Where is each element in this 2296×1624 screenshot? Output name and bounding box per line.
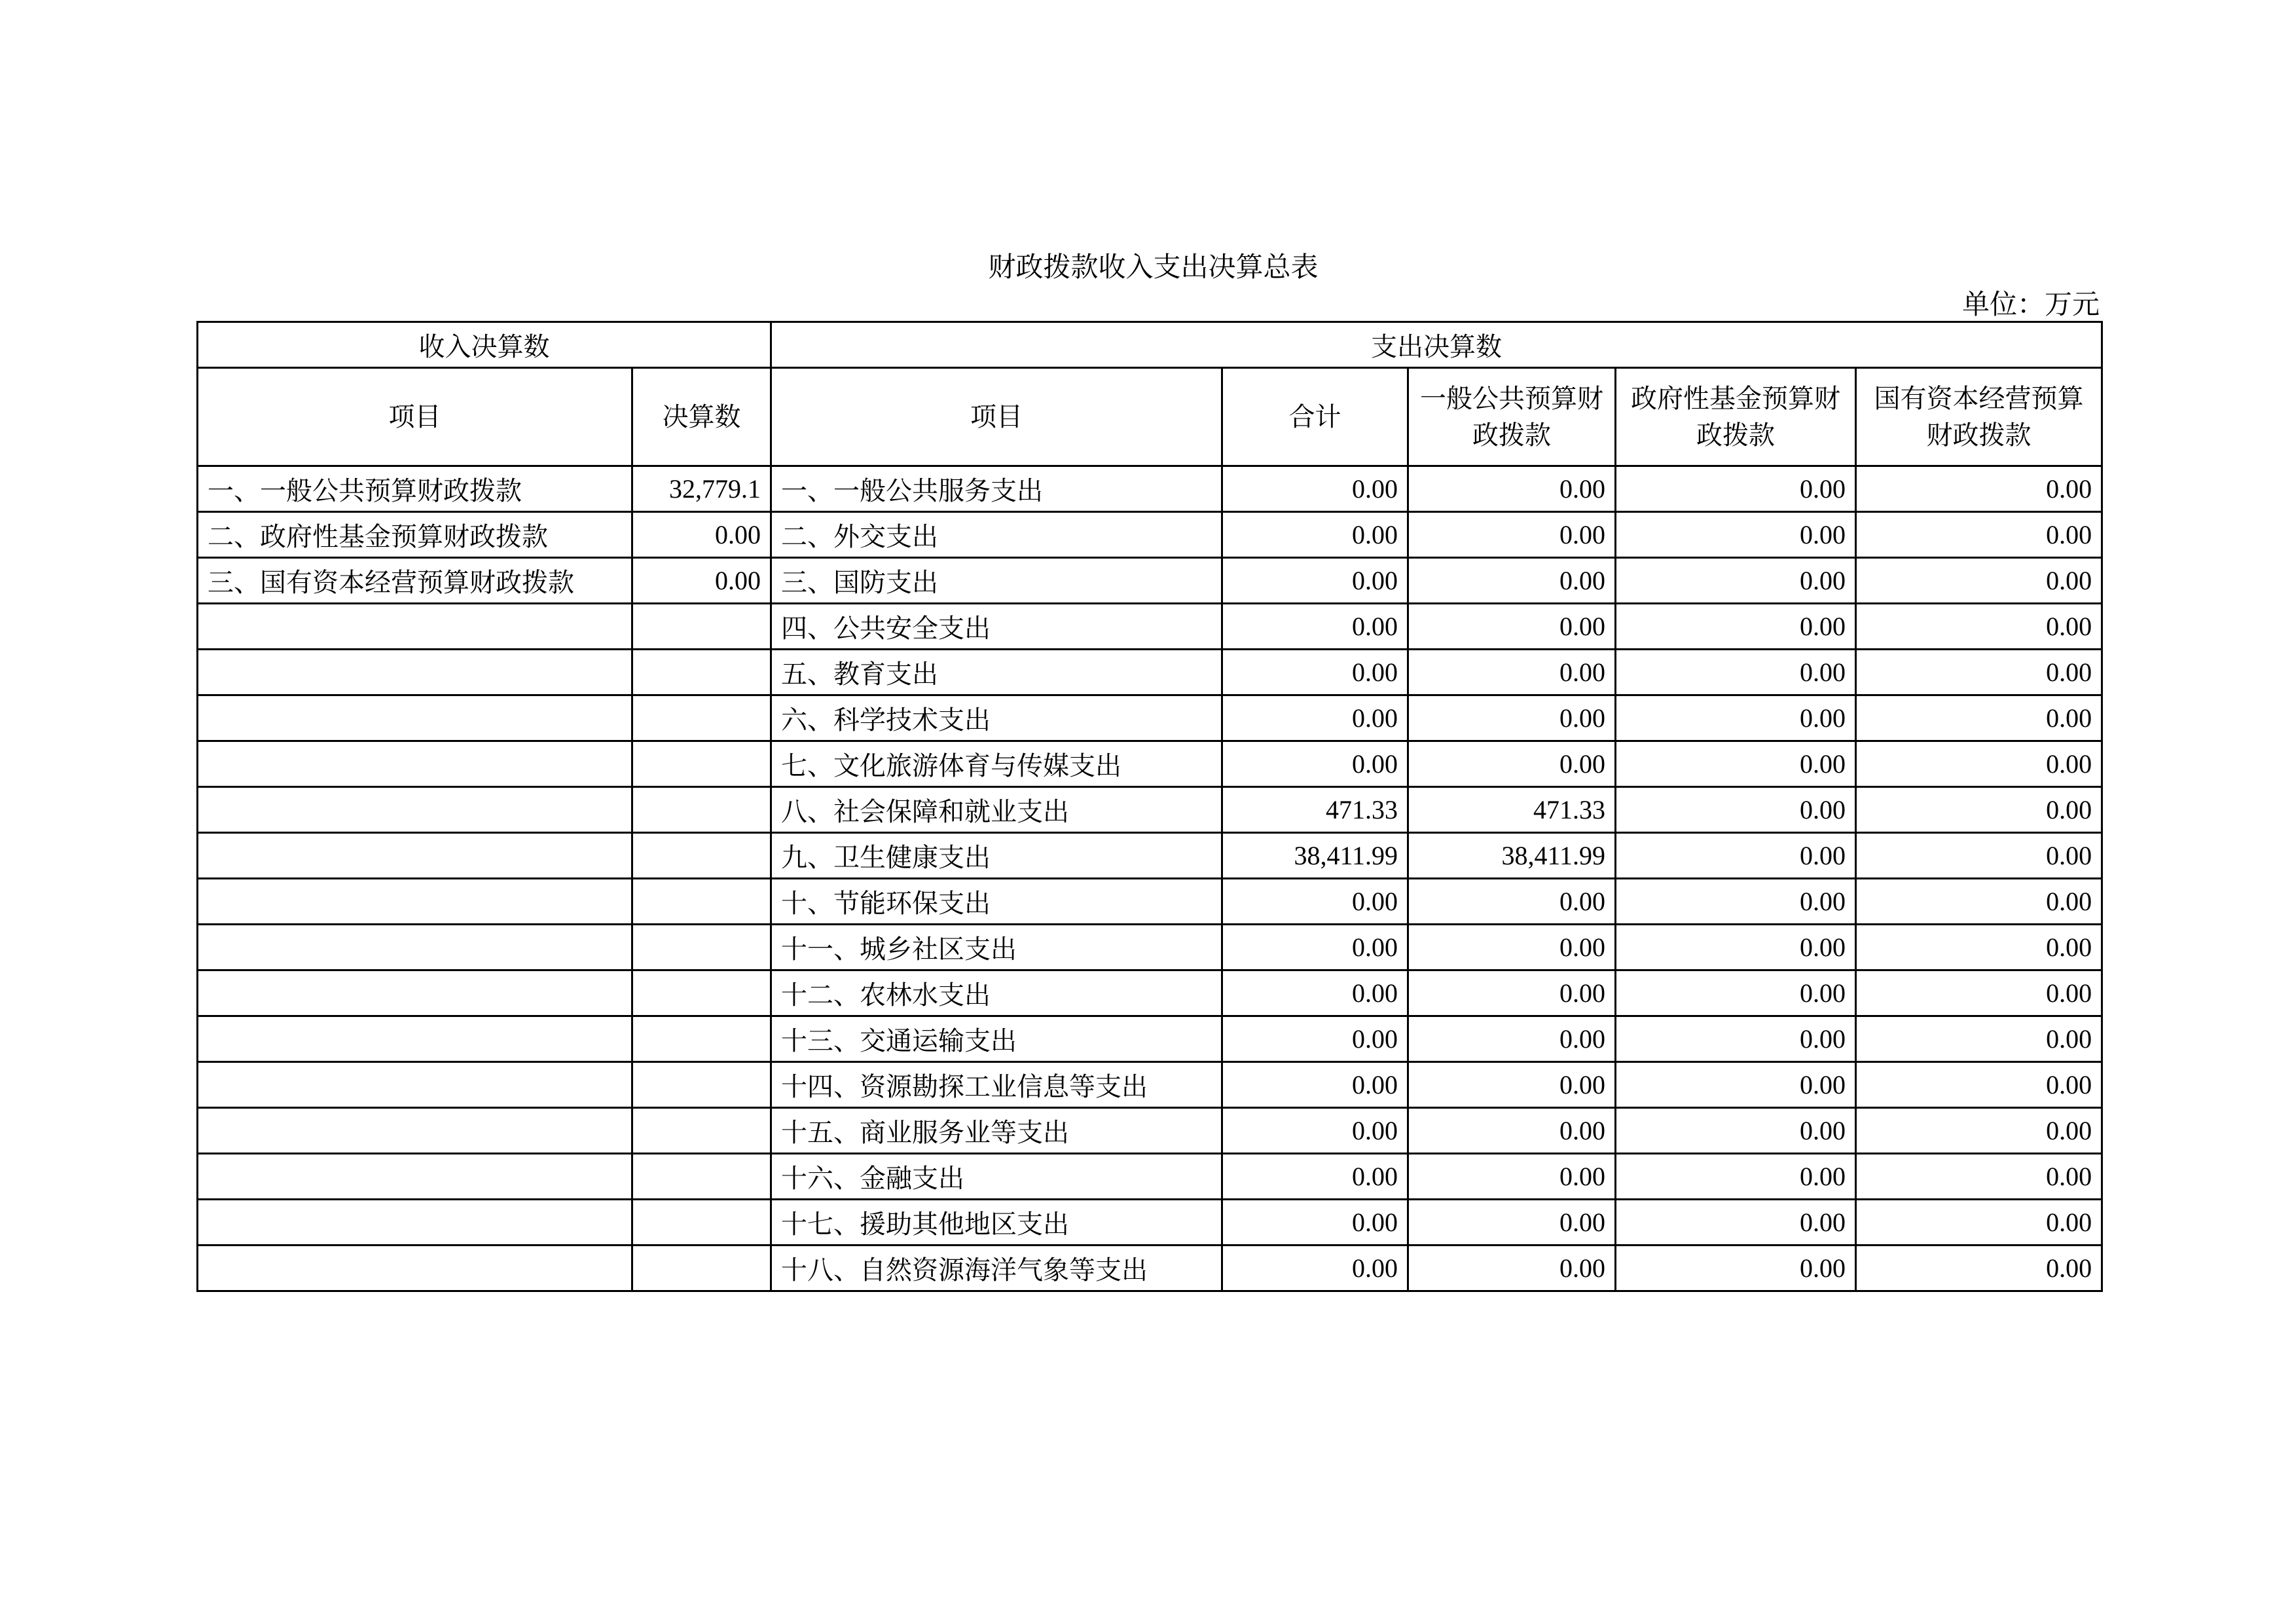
expense-item-cell: 十一、城乡社区支出 [771, 925, 1222, 970]
gov-fund-cell: 0.00 [1616, 1200, 1856, 1246]
expense-item-cell: 五、教育支出 [771, 650, 1222, 695]
income-amount-cell [632, 879, 771, 925]
expense-group-header: 支出决算数 [771, 322, 2102, 368]
table-row [198, 1246, 2102, 1291]
state-capital-cell: 0.00 [1856, 558, 2102, 604]
income-amount-cell [632, 604, 771, 650]
gov-fund-header: 政府性基金预算财政拨款 [1616, 368, 1856, 466]
state-capital-cell: 0.00 [1856, 1200, 2102, 1246]
income-amount-cell: 0.00 [632, 512, 771, 558]
income-item-cell [198, 604, 632, 650]
table-row [198, 1154, 2102, 1200]
table-row [198, 650, 2102, 695]
total-cell: 0.00 [1222, 879, 1408, 925]
state-capital-cell: 0.00 [1856, 512, 2102, 558]
group-header-row [198, 322, 2102, 368]
general-budget-cell: 0.00 [1408, 1108, 1616, 1154]
income-amount-cell [632, 787, 771, 833]
table-row [198, 558, 2102, 604]
general-budget-cell: 0.00 [1408, 1246, 1616, 1291]
gov-fund-cell: 0.00 [1616, 466, 1856, 512]
state-capital-cell: 0.00 [1856, 741, 2102, 787]
income-item-cell [198, 741, 632, 787]
expense-item-cell: 十八、自然资源海洋气象等支出 [771, 1246, 1222, 1291]
table-row [198, 466, 2102, 512]
total-cell: 0.00 [1222, 1154, 1408, 1200]
unit-label: 单位：万元 [1961, 290, 2100, 320]
general-budget-cell: 0.00 [1408, 1200, 1616, 1246]
table-row [198, 604, 2102, 650]
total-cell: 0.00 [1222, 650, 1408, 695]
table-row [198, 512, 2102, 558]
state-capital-cell: 0.00 [1856, 879, 2102, 925]
total-header: 合计 [1222, 368, 1408, 466]
state-capital-cell: 0.00 [1856, 1154, 2102, 1200]
expense-item-cell: 十四、资源勘探工业信息等支出 [771, 1062, 1222, 1108]
total-cell: 0.00 [1222, 1016, 1408, 1062]
gov-fund-cell: 0.00 [1616, 558, 1856, 604]
general-budget-cell: 0.00 [1408, 970, 1616, 1016]
gov-fund-cell: 0.00 [1616, 925, 1856, 970]
income-amount-cell: 32,779.1 [632, 466, 771, 512]
income-amount-cell [632, 1016, 771, 1062]
total-cell: 0.00 [1222, 512, 1408, 558]
table-row [198, 970, 2102, 1016]
expense-item-cell: 十三、交通运输支出 [771, 1016, 1222, 1062]
income-amount-cell [632, 1062, 771, 1108]
income-group-header: 收入决算数 [198, 322, 771, 368]
income-item-cell [198, 1246, 632, 1291]
state-capital-cell: 0.00 [1856, 787, 2102, 833]
general-budget-cell: 0.00 [1408, 466, 1616, 512]
total-cell: 471.33 [1222, 787, 1408, 833]
table-row [198, 787, 2102, 833]
income-item-cell [198, 650, 632, 695]
general-budget-cell: 471.33 [1408, 787, 1616, 833]
table-row [198, 925, 2102, 970]
income-amount-cell: 0.00 [632, 558, 771, 604]
income-amount-cell [632, 925, 771, 970]
total-cell: 0.00 [1222, 1246, 1408, 1291]
gov-fund-cell: 0.00 [1616, 741, 1856, 787]
expense-item-cell: 十、节能环保支出 [771, 879, 1222, 925]
income-item-header: 项目 [198, 368, 632, 466]
gov-fund-cell: 0.00 [1616, 1108, 1856, 1154]
general-budget-cell: 0.00 [1408, 1016, 1616, 1062]
expense-item-cell: 十二、农林水支出 [771, 970, 1222, 1016]
table-row [198, 741, 2102, 787]
income-item-cell [198, 1108, 632, 1154]
gov-fund-cell: 0.00 [1616, 787, 1856, 833]
total-cell: 0.00 [1222, 604, 1408, 650]
gov-fund-cell: 0.00 [1616, 970, 1856, 1016]
expense-item-cell: 一、一般公共服务支出 [771, 466, 1222, 512]
expense-item-cell: 二、外交支出 [771, 512, 1222, 558]
general-budget-cell: 0.00 [1408, 925, 1616, 970]
income-item-cell [198, 1154, 632, 1200]
income-item-cell [198, 925, 632, 970]
state-capital-cell: 0.00 [1856, 695, 2102, 741]
income-item-cell [198, 787, 632, 833]
income-item-cell: 二、政府性基金预算财政拨款 [198, 512, 632, 558]
expense-item-cell: 十七、援助其他地区支出 [771, 1200, 1222, 1246]
general-budget-cell: 0.00 [1408, 604, 1616, 650]
state-capital-cell: 0.00 [1856, 650, 2102, 695]
title-text: 财政拨款收入支出决算总表 [988, 253, 1319, 283]
income-amount-cell [632, 650, 771, 695]
gov-fund-cell: 0.00 [1616, 833, 1856, 879]
table-row [198, 1016, 2102, 1062]
table-row [198, 1200, 2102, 1246]
general-budget-header: 一般公共预算财政拨款 [1408, 368, 1616, 466]
income-item-cell [198, 879, 632, 925]
general-budget-cell: 0.00 [1408, 695, 1616, 741]
general-budget-cell: 0.00 [1408, 1154, 1616, 1200]
table-row [198, 879, 2102, 925]
general-budget-cell: 38,411.99 [1408, 833, 1616, 879]
income-item-cell [198, 970, 632, 1016]
income-item-cell [198, 695, 632, 741]
expense-item-cell: 六、科学技术支出 [771, 695, 1222, 741]
total-cell: 0.00 [1222, 558, 1408, 604]
general-budget-cell: 0.00 [1408, 650, 1616, 695]
income-amount-cell [632, 1246, 771, 1291]
gov-fund-cell: 0.00 [1616, 512, 1856, 558]
table-row [198, 1062, 2102, 1108]
total-cell: 0.00 [1222, 970, 1408, 1016]
column-header-row [198, 368, 2102, 466]
state-capital-cell: 0.00 [1856, 925, 2102, 970]
expense-item-cell: 十六、金融支出 [771, 1154, 1222, 1200]
income-item-cell [198, 1200, 632, 1246]
total-cell: 0.00 [1222, 1200, 1408, 1246]
expense-item-cell: 十五、商业服务业等支出 [771, 1108, 1222, 1154]
general-budget-cell: 0.00 [1408, 879, 1616, 925]
table-row [198, 1108, 2102, 1154]
gov-fund-cell: 0.00 [1616, 1154, 1856, 1200]
total-cell: 0.00 [1222, 1062, 1408, 1108]
total-cell: 0.00 [1222, 695, 1408, 741]
income-amount-cell [632, 741, 771, 787]
income-item-cell: 一、一般公共预算财政拨款 [198, 466, 632, 512]
income-item-cell [198, 1062, 632, 1108]
gov-fund-cell: 0.00 [1616, 1246, 1856, 1291]
state-capital-cell: 0.00 [1856, 1246, 2102, 1291]
expense-item-cell: 七、文化旅游体育与传媒支出 [771, 741, 1222, 787]
total-cell: 0.00 [1222, 741, 1408, 787]
state-capital-header: 国有资本经营预算财政拨款 [1856, 368, 2102, 466]
income-amount-cell [632, 1108, 771, 1154]
income-amount-cell [632, 1154, 771, 1200]
income-amount-header: 决算数 [632, 368, 771, 466]
state-capital-cell: 0.00 [1856, 833, 2102, 879]
expense-item-cell: 八、社会保障和就业支出 [771, 787, 1222, 833]
state-capital-cell: 0.00 [1856, 970, 2102, 1016]
gov-fund-cell: 0.00 [1616, 1016, 1856, 1062]
expense-item-cell: 三、国防支出 [771, 558, 1222, 604]
state-capital-cell: 0.00 [1856, 1108, 2102, 1154]
budget-table [196, 321, 2103, 1292]
income-amount-cell [632, 695, 771, 741]
gov-fund-cell: 0.00 [1616, 879, 1856, 925]
income-item-cell [198, 1016, 632, 1062]
total-cell: 38,411.99 [1222, 833, 1408, 879]
expense-item-cell: 九、卫生健康支出 [771, 833, 1222, 879]
table-row [198, 833, 2102, 879]
general-budget-cell: 0.00 [1408, 558, 1616, 604]
general-budget-cell: 0.00 [1408, 512, 1616, 558]
income-item-cell: 三、国有资本经营预算财政拨款 [198, 558, 632, 604]
expense-item-cell: 四、公共安全支出 [771, 604, 1222, 650]
total-cell: 0.00 [1222, 1108, 1408, 1154]
gov-fund-cell: 0.00 [1616, 604, 1856, 650]
general-budget-cell: 0.00 [1408, 1062, 1616, 1108]
gov-fund-cell: 0.00 [1616, 1062, 1856, 1108]
income-item-cell [198, 833, 632, 879]
state-capital-cell: 0.00 [1856, 1062, 2102, 1108]
page-title [0, 246, 2296, 285]
state-capital-cell: 0.00 [1856, 466, 2102, 512]
state-capital-cell: 0.00 [1856, 1016, 2102, 1062]
table-row [198, 695, 2102, 741]
income-amount-cell [632, 1200, 771, 1246]
expense-item-header: 项目 [771, 368, 1222, 466]
total-cell: 0.00 [1222, 466, 1408, 512]
income-amount-cell [632, 970, 771, 1016]
total-cell: 0.00 [1222, 925, 1408, 970]
general-budget-cell: 0.00 [1408, 741, 1616, 787]
gov-fund-cell: 0.00 [1616, 695, 1856, 741]
income-amount-cell [632, 833, 771, 879]
gov-fund-cell: 0.00 [1616, 650, 1856, 695]
state-capital-cell: 0.00 [1856, 604, 2102, 650]
